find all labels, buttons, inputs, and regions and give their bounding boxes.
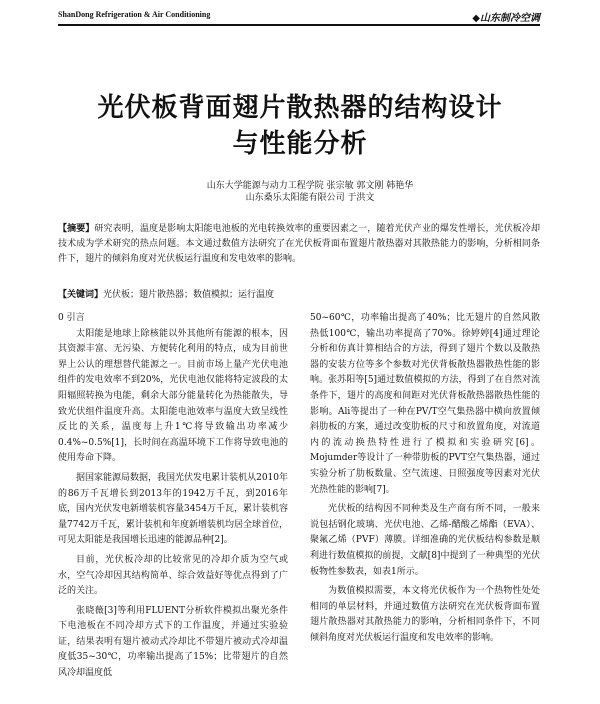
author-line-2: 山东桑乐太阳能有限公司 于洪文 bbox=[245, 193, 375, 203]
journal-name-chinese: ◆山东制冷空调 bbox=[472, 13, 540, 24]
paragraph: 张晓薇[3]等利用FLUENT分析软件模拟出聚光条件下电池板在不同冷却方式下的工作温度，并通过实验验证，结果表明有翅片被动式冷却比不带翅片被动式冷却温度低35~30℃，功率输出提高了15%；比带翅片的自然风冷却温度低 bbox=[58, 605, 288, 679]
paragraph: 为数值模拟需要，本文将光伏板作为一个热物性处处相同的单层材料，并通过数值方法研究在光伏板背面布置翅片散热器对其散热能力的影响，分析相同条件下，不同倾斜角度对光伏板运行温度和发电效率的影响。 bbox=[310, 586, 540, 643]
section-heading-introduction: 0 引言 bbox=[58, 313, 85, 323]
journal-header bbox=[58, 10, 540, 26]
left-column bbox=[58, 311, 288, 686]
paragraph: 50~60℃，功率输出提高了40%；比无翅片的自然风散热低100℃，输出功率提高了70%。徐婷婷[4]通过理论分析和仿真计算相结合的方法，得到了翅片个数以及散热器的安装方位等多个参数对光伏背板散热器散热性能的影响。张苏阳等[5]通过数值模拟的方法，得到了在自然对流条件下，翅片的高度和间距对光伏背板散热器散热性能的影响。Ali等提出了一种在PV/T空气集热器中横向放置倾斜肋板的方案，通过改变肋板的尺寸和放置角度，对流道内的流动换热特性进行了模拟和实验研究[6]。Mojumder等设计了一种带肋板的PVT空气集热器，通过实验分析了肋板数量、空气流速、日照强度等因素对光伏光热性能的影响[7]。 bbox=[310, 313, 540, 495]
paragraph: 光伏板的结构因不同种类及生产商有所不同，一般来说包括钢化玻璃、光伏电池、乙烯-醋酸乙烯酯（EVA）、聚氟乙烯（PVF）薄膜。详细准确的光伏板结构参数是顺利进行数值模拟的前提，文献[8]中提到了一种典型的光伏板物性参数表，如表1所示。 bbox=[310, 504, 540, 577]
abstract-text: 研究表明，温度是影响太阳能电池板的光电转换效率的重要因素之一，随着光伏产业的爆发性增长，光伏板冷却技术成为学术研究的热点问题。本文通过数值方法研究了在光伏板背面布置翅片散热器对其散热能力的影响，分析相同条件下，翅片的倾斜角度对光伏板运行温度和发电效率的影响。 bbox=[58, 224, 540, 264]
abstract bbox=[58, 222, 540, 267]
paragraph: 太阳能是地球上除核能以外其他所有能源的根本，因其资源丰富、无污染、方便转化利用的特点，成为目前世界上公认的理想替代能源之一。目前市场上量产光伏电池组件的发电效率不到20%，光伏电池仅能将特定波段的太阳辐照转换为电能，剩余大部分能量转化为热能散失，导致光伏组件温度升高。太阳能电池效率与温度大致呈线性反比的关系，温度每上升1℃将导致输出功率减少0.4%~0.5%[1]，长时间在高温环境下工作将导致电池的使用寿命下降。 bbox=[58, 328, 288, 464]
right-column bbox=[310, 311, 540, 650]
keywords-label: 【关键词】 bbox=[58, 290, 104, 300]
journal-name-english: ShanDong Refrigeration & Air Conditioning bbox=[58, 10, 211, 19]
abstract-label: 【摘要】 bbox=[58, 224, 95, 234]
author-line-1: 山东大学能源与动力工程学院 张宗敏 郭文刚 韩艳华 bbox=[206, 181, 414, 191]
paper-title-line-2: 与性能分析 bbox=[232, 129, 368, 159]
paper-title-line-1: 光伏板背面翅片散热器的结构设计 bbox=[97, 93, 503, 123]
paragraph: 据国家能源局数据，我国光伏发电累计装机从2010年的86万千瓦增长到2013年的1942万千瓦，到2016年底，国内光伏发电新增装机容量3454万千瓦，累计装机容量7742万千瓦，累计装机和年度新增装机均居全球首位，可见太阳能是我国增长迅速的能源品种[2]。 bbox=[58, 472, 288, 546]
paragraph: 目前，光伏板冷却的比较常见的冷却介质为空气或水，空气冷却因其结构简单、综合效益好等优点得到了广泛的关注。 bbox=[58, 554, 288, 597]
keywords bbox=[58, 288, 540, 302]
paper-title bbox=[40, 90, 560, 162]
author-block bbox=[150, 180, 470, 204]
keywords-text: 光伏板；翅片散热器；数值模拟；运行温度 bbox=[103, 290, 275, 300]
